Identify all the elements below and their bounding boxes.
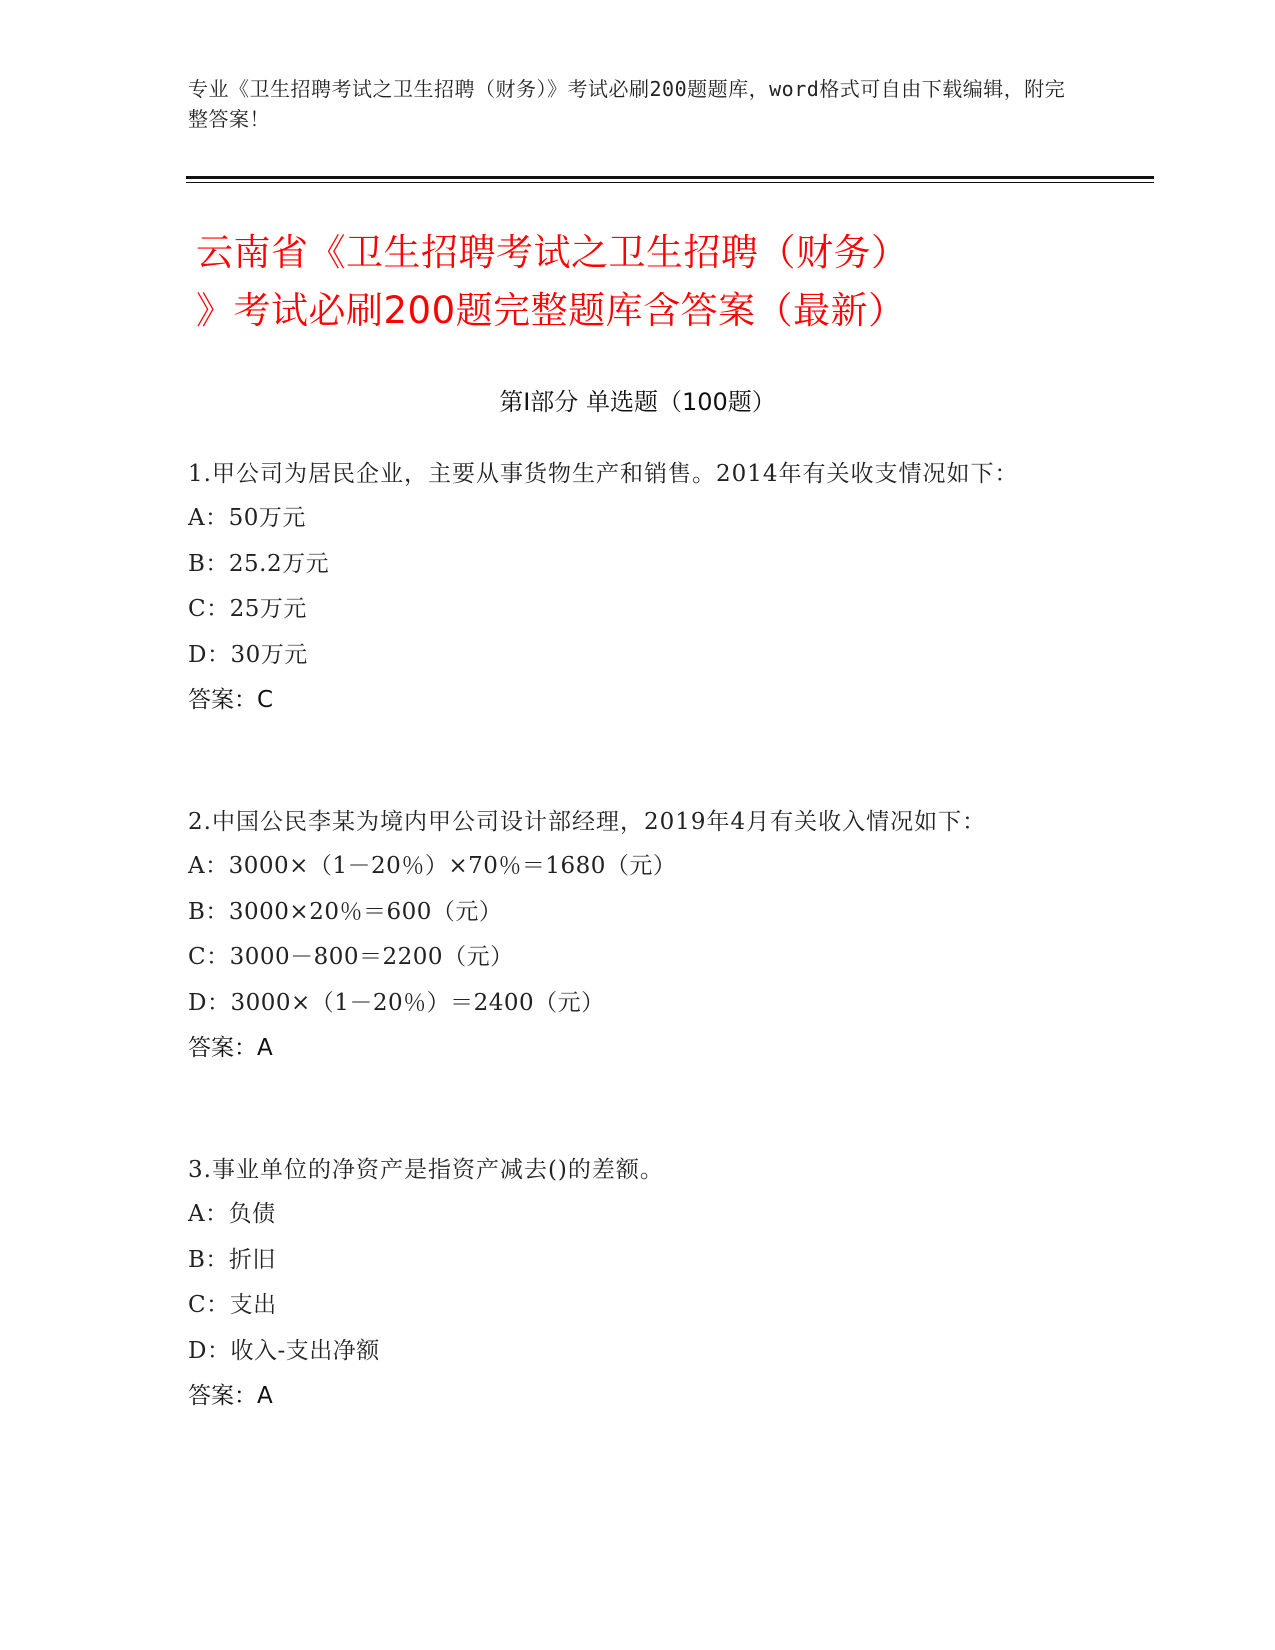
section-heading: 第I部分 单选题（100题） — [499, 388, 776, 416]
header-divider-thick — [186, 176, 1154, 179]
question-option-b: B：3000×20％＝600（元） — [188, 898, 503, 925]
question-1 — [188, 452, 1078, 723]
document-title — [196, 224, 1086, 340]
question-option-d: D：3000×（1－20％）＝2400（元） — [188, 989, 605, 1016]
question-option-a: A：3000×（1－20％）×70％＝1680（元） — [188, 853, 677, 879]
question-option-d: D：30万元 — [188, 641, 308, 668]
question-3 — [188, 1148, 1078, 1419]
question-stem: 3.事业单位的净资产是指资产减去()的差额。 — [188, 1157, 664, 1183]
question-option-b: B：折旧 — [188, 1246, 276, 1273]
document-title-line-2: 》考试必刷200题完整题库含答案（最新） — [196, 289, 906, 332]
question-option-c: C：支出 — [188, 1292, 277, 1318]
document-title-line-1: 云南省《卫生招聘考试之卫生招聘（财务） — [196, 231, 909, 274]
question-answer: 答案：A — [188, 1383, 273, 1409]
question-answer: 答案：A — [188, 1035, 273, 1061]
header-note: 专业《卫生招聘考试之卫生招聘（财务）》考试必刷200题题库，word格式可自由下载编辑，附完整答案！ — [188, 77, 1066, 131]
question-option-a: A：负债 — [188, 1201, 276, 1227]
question-option-d: D：收入-支出净额 — [188, 1337, 380, 1364]
question-2 — [188, 800, 1078, 1071]
question-answer: 答案：C — [188, 687, 274, 713]
question-stem: 1.甲公司为居民企业，主要从事货物生产和销售。2014年有关收支情况如下： — [188, 461, 1019, 487]
header-divider-thin — [186, 182, 1154, 183]
question-option-b: B：25.2万元 — [188, 550, 330, 577]
question-option-c: C：25万元 — [188, 596, 307, 622]
question-option-a: A：50万元 — [188, 505, 306, 531]
question-stem: 2.中国公民李某为境内甲公司设计部经理，2019年4月有关收入情况如下： — [188, 809, 987, 835]
question-option-c: C：3000－800＝2200（元） — [188, 944, 514, 970]
